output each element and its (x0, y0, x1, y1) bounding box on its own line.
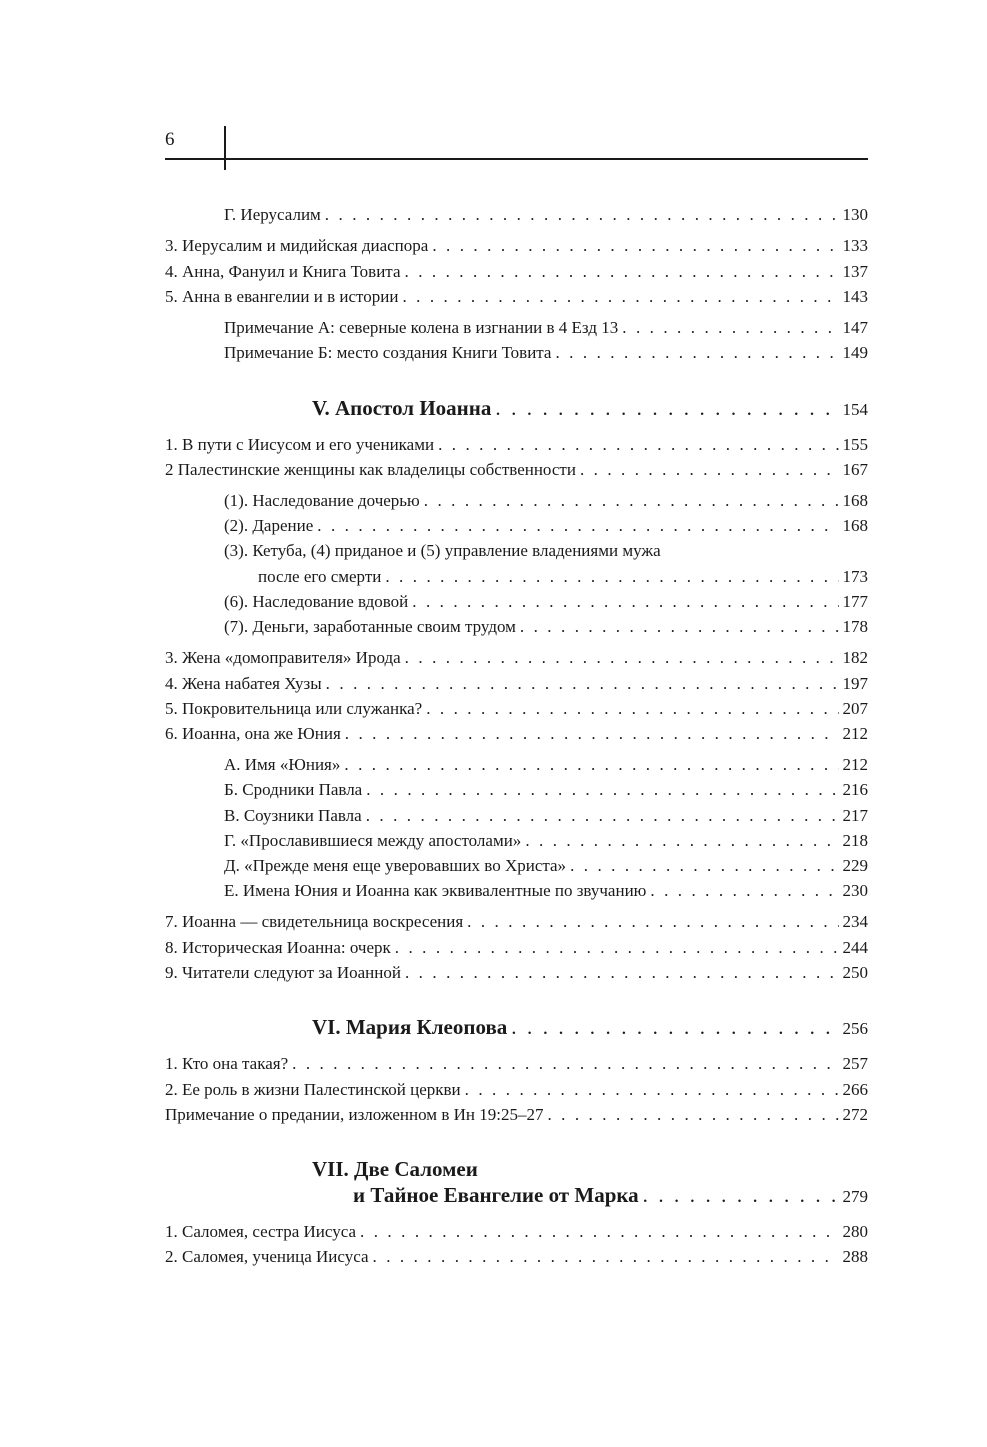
dot-leader (402, 286, 838, 308)
toc-entry (224, 342, 868, 364)
toc-entry-label: Б. Сродники Павла (224, 780, 363, 799)
toc-entry (165, 1053, 868, 1075)
dot-leader (525, 830, 838, 852)
toc-entry-label: Г. «Прославившиеся между апостолами» (224, 831, 522, 850)
toc-entry-label: 4. Анна, Фануил и Книга Товита (165, 262, 401, 281)
dot-leader (395, 937, 839, 959)
dot-leader (547, 1104, 838, 1126)
toc-entry-label: Примечание о предании, изложенном в Ин 19:25–27 (165, 1105, 544, 1124)
toc-entry (224, 805, 868, 827)
toc-entry-page-number: 177 (842, 592, 868, 611)
toc-entry-label: VI. Мария Клеопова (312, 1015, 508, 1039)
dot-leader (360, 1221, 838, 1243)
toc-entry-label: после его смерти (258, 567, 382, 586)
dot-leader (325, 204, 839, 226)
toc-entry-page-number: 197 (842, 674, 868, 693)
dot-leader (366, 805, 839, 827)
dot-leader (570, 855, 838, 877)
toc-entry-label: Г. Иерусалим (224, 205, 321, 224)
toc-entry-page-number: 216 (842, 780, 868, 799)
toc-entry (224, 616, 868, 638)
toc-entry-label: Примечание А: северные колена в изгнании в 4 Езд 13 (224, 318, 619, 337)
toc-entry-label: Д. «Прежде меня еще уверовавших во Христа» (224, 856, 567, 875)
toc-entry (165, 1104, 868, 1126)
toc-entry-label: (1). Наследование дочерью (224, 491, 420, 510)
toc-entry-label: 6. Иоанна, она же Юния (165, 724, 341, 743)
toc-entry (165, 962, 868, 984)
toc-entry-page-number: 230 (842, 881, 868, 900)
toc-entry-label: В. Соузники Павла (224, 806, 362, 825)
toc-entry (165, 261, 868, 283)
toc-entry (165, 673, 868, 695)
dot-leader (366, 779, 838, 801)
toc-entry-page-number: 272 (842, 1105, 868, 1124)
toc-entry (224, 855, 868, 877)
toc-entry-label: 2. Ее роль в жизни Палестинской церкви (165, 1080, 461, 1099)
toc-entry-page-number: 168 (842, 516, 868, 535)
toc-entry-page-number: 167 (842, 460, 868, 479)
dot-leader (317, 515, 838, 537)
toc-entry (224, 779, 868, 801)
toc-entry (224, 830, 868, 852)
toc-chapter-entry (312, 395, 868, 423)
toc-entry (165, 434, 868, 456)
toc-entry-label: 1. Кто она такая? (165, 1054, 289, 1073)
toc-entry (165, 698, 868, 720)
toc-entry-page-number: 288 (842, 1247, 868, 1266)
toc-entry-page-number: 266 (842, 1080, 868, 1099)
toc-entry-label: 2. Саломея, ученица Иисуса (165, 1247, 369, 1266)
toc-entry-page-number: 280 (842, 1222, 868, 1241)
dot-leader (326, 673, 839, 695)
toc-entry-page-number: 207 (842, 699, 868, 718)
toc-entry-label: 9. Читатели следуют за Иоанной (165, 963, 401, 982)
toc-entry-label: 2 Палестинские женщины как владелицы собственности (165, 460, 576, 479)
toc-entry-label: (6). Наследование вдовой (224, 592, 409, 611)
toc-chapter-entry (312, 1014, 868, 1042)
toc-entry-page-number: 143 (842, 287, 868, 306)
dot-leader (438, 434, 838, 456)
toc-entry-page-number: 133 (842, 236, 868, 255)
toc-entry (224, 880, 868, 902)
dot-leader (580, 459, 839, 481)
dot-leader (292, 1053, 838, 1075)
toc-entry (165, 1221, 868, 1243)
toc-entry (224, 754, 868, 776)
toc-entry-page-number: 182 (842, 648, 868, 667)
chapter-7-title-line-1: VII. Две Саломеи (312, 1157, 478, 1181)
toc-entry-label: Е. Имена Юния и Иоанна как эквивалентные по звучанию (224, 881, 647, 900)
toc-entry-page-number: 147 (842, 318, 868, 337)
toc-entry-page-number: 178 (842, 617, 868, 636)
toc-entry-page-number: 279 (842, 1187, 868, 1206)
toc-entry-label: и Тайное Евангелие от Марка (353, 1183, 639, 1207)
toc-entry (224, 591, 868, 613)
toc-entry (224, 204, 868, 226)
toc-entry-label: 7. Иоанна — свидетельница воскресения (165, 912, 464, 931)
dot-leader (643, 1182, 839, 1208)
dot-leader (432, 235, 838, 257)
toc-entry-page-number: 256 (842, 1019, 868, 1038)
toc-entry-label: 4. Жена набатея Хузы (165, 674, 322, 693)
toc-entry (165, 937, 868, 959)
dot-leader (650, 880, 838, 902)
toc-entry-page-number: 234 (842, 912, 868, 931)
toc-entry (224, 317, 868, 339)
toc-entry-page-number: 155 (842, 435, 868, 454)
toc-entry (224, 490, 868, 512)
toc-entry-label: Примечание Б: место создания Книги Товита (224, 343, 552, 362)
toc-entry-page-number: 250 (842, 963, 868, 982)
dot-leader (385, 566, 838, 588)
dot-leader (405, 261, 839, 283)
toc-entry-page-number: 212 (842, 724, 868, 743)
toc-entry-label: (2). Дарение (224, 516, 314, 535)
toc-entry (258, 566, 868, 588)
toc-entry-label: 5. Покровительница или служанка? (165, 699, 423, 718)
toc-entry (165, 459, 868, 481)
toc-entry-label: 1. Саломея, сестра Иисуса (165, 1222, 357, 1241)
dot-leader (424, 490, 839, 512)
toc-chapter-entry (353, 1182, 868, 1210)
toc-entry-page-number: 173 (842, 567, 868, 586)
toc-entry-page-number: 168 (842, 491, 868, 510)
toc-entry-page-number: 218 (842, 831, 868, 850)
dot-leader (373, 1246, 839, 1268)
dot-leader (405, 647, 839, 669)
toc-entry-label: 3. Иерусалим и мидийская диаспора (165, 236, 429, 255)
toc-entry (165, 723, 868, 745)
toc-entry-page-number: 212 (842, 755, 868, 774)
dot-leader (345, 723, 839, 745)
dot-leader (465, 1079, 839, 1101)
page-number: 6 (165, 129, 175, 150)
toc-entry-page-number: 130 (842, 205, 868, 224)
toc-entry (165, 1246, 868, 1268)
toc-entry-page-number: 217 (842, 806, 868, 825)
toc-entry-label: 1. В пути с Иисусом и его учениками (165, 435, 435, 454)
toc-entry (165, 647, 868, 669)
dot-leader (520, 616, 839, 638)
dot-leader (405, 962, 839, 984)
toc-entry-page-number: 244 (842, 938, 868, 957)
toc-entry-page-number: 257 (842, 1054, 868, 1073)
toc-entry (165, 286, 868, 308)
dot-leader (555, 342, 838, 364)
toc-entry-page-number: 154 (842, 400, 868, 419)
toc-entry-page-number: 137 (842, 262, 868, 281)
dot-leader (622, 317, 838, 339)
toc-entry-label: 8. Историческая Иоанна: очерк (165, 938, 391, 957)
toc-entry-label: 5. Анна в евангелии и в истории (165, 287, 399, 306)
toc-entry (224, 515, 868, 537)
dot-leader (495, 395, 838, 421)
toc-entry-ketuba-line: (3). Кетуба, (4) приданое и (5) управление владениями мужа (224, 541, 661, 560)
toc-entry-page-number: 149 (842, 343, 868, 362)
toc-entry-label: (7). Деньги, заработанные своим трудом (224, 617, 516, 636)
toc-entry-label: 3. Жена «домоправителя» Ирода (165, 648, 401, 667)
dot-leader (412, 591, 838, 613)
dot-leader (511, 1014, 838, 1040)
dot-leader (467, 911, 838, 933)
dot-leader (344, 754, 838, 776)
toc-entry (165, 1079, 868, 1101)
dot-leader (426, 698, 838, 720)
toc-entry-label: А. Имя «Юния» (224, 755, 341, 774)
toc-entry (165, 911, 868, 933)
toc-entry-label: V. Апостол Иоанна (312, 396, 492, 420)
toc-entry-page-number: 229 (842, 856, 868, 875)
toc-entry (165, 235, 868, 257)
